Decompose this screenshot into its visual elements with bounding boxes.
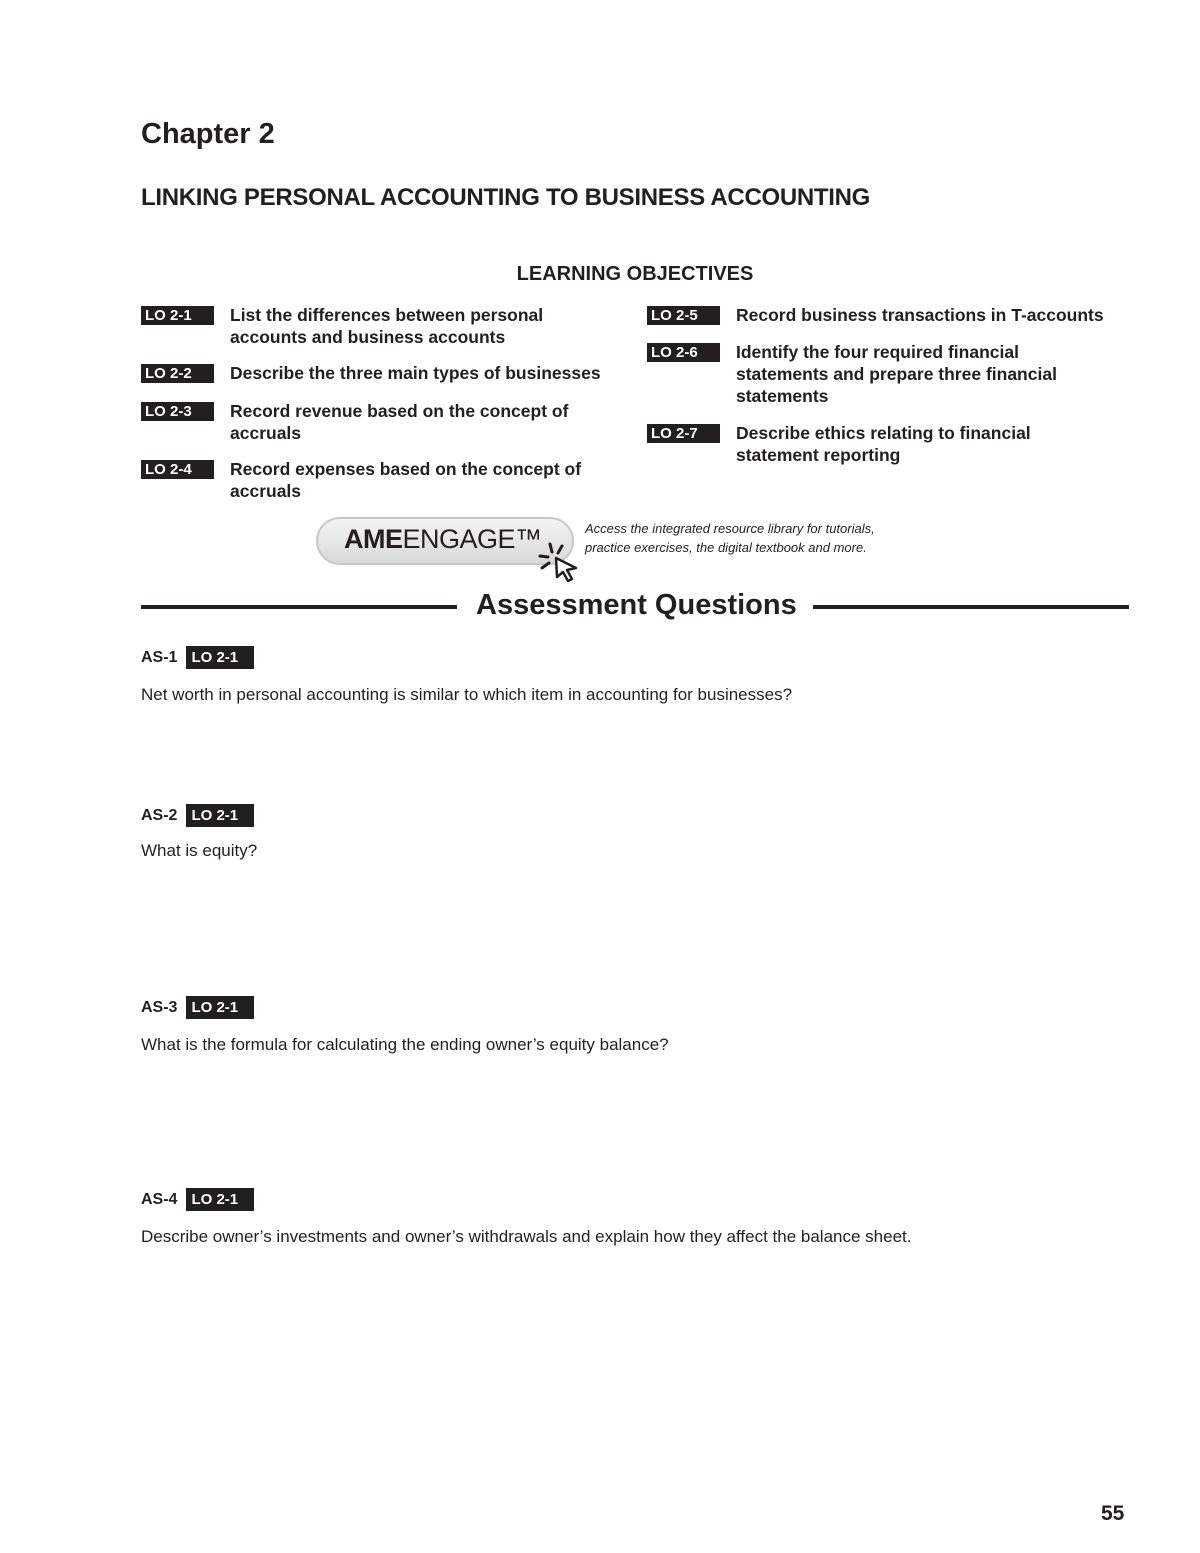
lo-list-right (647, 304, 1147, 472)
lo-badge: LO 2-5 (647, 306, 720, 325)
lo-item (647, 341, 1147, 422)
lo-text: Identify the four required financial statements and prepare three financial statements (736, 342, 1057, 406)
lo-item (647, 304, 1147, 341)
section-title: Assessment Questions (476, 589, 797, 621)
lo-item (141, 304, 631, 362)
lo-item (141, 400, 631, 458)
chapter-label: Chapter 2 (141, 118, 275, 150)
lo-badge: LO 2-1 (141, 306, 214, 325)
lo-list-left (141, 304, 631, 508)
lo-badge: LO 2-1 (186, 646, 254, 669)
question-id: AS-2 (141, 806, 178, 824)
question-text: What is the formula for calculating the ending owner’s equity balance? (141, 1035, 669, 1054)
lo-text: Record revenue based on the concept of accruals (230, 401, 569, 443)
lo-badge: LO 2-4 (141, 460, 214, 479)
section-rule-right (813, 605, 1129, 609)
question-id: AS-4 (141, 1190, 178, 1208)
question-text: Describe owner’s investments and owner’s withdrawals and explain how they affect the balance sheet. (141, 1227, 912, 1246)
learning-objectives-heading: LEARNING OBJECTIVES (516, 263, 754, 285)
lo-badge: LO 2-1 (186, 1188, 254, 1211)
question (141, 804, 1141, 861)
lo-text: Describe ethics relating to financial statement reporting (736, 423, 1031, 465)
page-number: 55 (1101, 1502, 1125, 1525)
question-label (141, 1188, 1141, 1211)
question-id: AS-1 (141, 648, 178, 666)
cursor-click-icon (536, 540, 584, 582)
ame-wordmark-ame: AME (344, 524, 403, 554)
lo-item (141, 458, 631, 508)
lo-text: List the differences between personal accounts and business accounts (230, 305, 544, 347)
lo-badge: LO 2-2 (141, 364, 214, 383)
lo-badge: LO 2-1 (186, 804, 254, 827)
lo-text: Record expenses based on the concept of accruals (230, 459, 582, 501)
lo-text: Describe the three main types of businesses (230, 363, 601, 383)
ame-engage-wordmark[interactable] (344, 524, 542, 555)
lo-text: Record business transactions in T-accounts (736, 305, 1104, 325)
question-label (141, 996, 1141, 1019)
ame-description-line: practice exercises, the digital textbook and more. (585, 540, 867, 555)
question (141, 1188, 1141, 1247)
question (141, 646, 1141, 705)
section-rule-left (141, 605, 457, 609)
question-label (141, 804, 1141, 827)
chapter-title: LINKING PERSONAL ACCOUNTING TO BUSINESS ACCOUNTING (141, 184, 871, 211)
question-id: AS-3 (141, 998, 178, 1016)
ame-wordmark-engage: ENGAGE™ (402, 524, 542, 554)
lo-item (647, 422, 1147, 472)
question-text: Net worth in personal accounting is similar to which item in accounting for businesses? (141, 685, 793, 704)
lo-badge: LO 2-1 (186, 996, 254, 1019)
question (141, 996, 1141, 1055)
lo-badge: LO 2-7 (647, 424, 720, 443)
question-label (141, 646, 1141, 669)
lo-badge: LO 2-6 (647, 343, 720, 362)
lo-item (141, 362, 631, 400)
ame-engage-description (585, 519, 925, 557)
lo-badge: LO 2-3 (141, 402, 214, 421)
ame-description-line: Access the integrated resource library for tutorials, (585, 521, 875, 536)
question-text: What is equity? (141, 841, 258, 860)
